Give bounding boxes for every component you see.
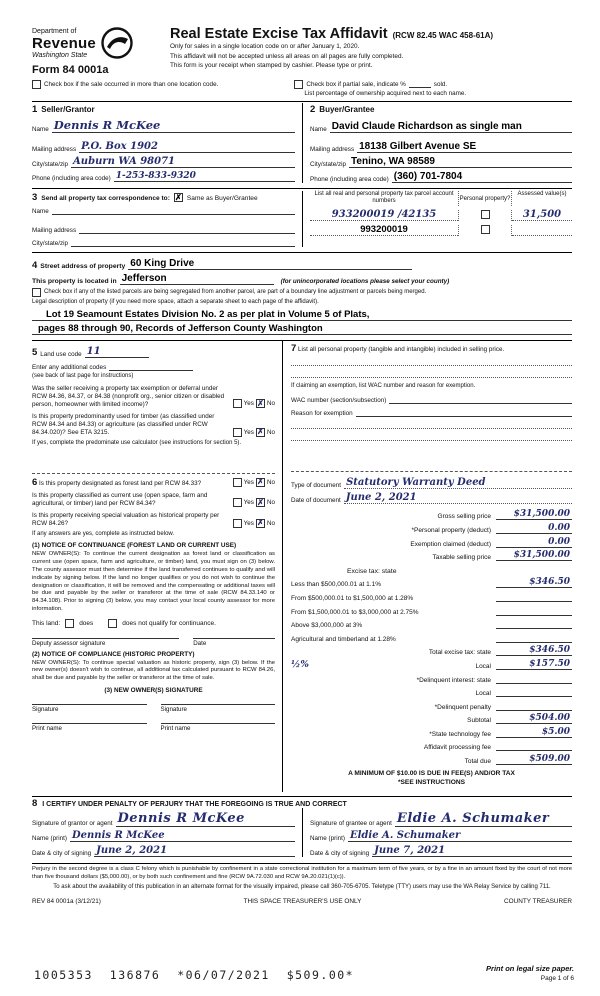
s5q2-yes-checkbox[interactable] — [233, 428, 242, 437]
tax-row-exemption-claimed — [291, 534, 572, 548]
delinquent-interest-local-label: Local — [475, 690, 491, 698]
personal-property-deduct-label: *Personal property (deduct) — [411, 526, 491, 534]
top-checkbox-row — [32, 80, 572, 97]
section-6-classification — [32, 473, 275, 732]
land-does-qualify-checkbox[interactable] — [65, 619, 74, 628]
seller-name-label: Name — [32, 125, 49, 133]
yes-label: Yes — [243, 499, 254, 507]
affidavit-processing-fee-value[interactable] — [496, 740, 572, 751]
land-use-code-label: Land use code — [40, 350, 82, 358]
deputy-assessor-signature-field[interactable] — [32, 637, 179, 639]
buyer-phone-label: Phone (including area code) — [310, 175, 389, 183]
additional-codes-field[interactable] — [109, 361, 193, 371]
personal-property-deduct-value[interactable]: 0.00 — [496, 523, 572, 534]
this-land-label: This land: — [32, 619, 61, 627]
form-number: Form 84 0001a — [32, 64, 109, 76]
grantor-signature-value[interactable]: Dennis R McKee — [117, 811, 245, 827]
buyer-phone-value[interactable]: (360) 701-7804 — [393, 170, 463, 182]
correspondence-name-field[interactable] — [52, 205, 295, 215]
state-technology-fee-label: *State technology fee — [429, 730, 491, 738]
deputy-date-label: Date — [193, 639, 207, 647]
seller-phone-value[interactable]: 1-253-833-9320 — [115, 170, 196, 181]
reason-exemption-label: Reason for exemption — [291, 409, 353, 417]
s5q1-yes-checkbox[interactable] — [233, 399, 242, 408]
if-yes-note: If any answers are yes, complete as instructed below. — [32, 530, 175, 537]
document-date-label: Date of document — [291, 496, 341, 504]
parcel-row-2 — [310, 221, 572, 236]
partial-sale-label: Check box if partial sale, indicate % — [306, 81, 406, 88]
header-note-1: Only for sales in a single location code on or after January 1, 2020. — [170, 43, 360, 50]
delinquent-interest-state-label: *Delinquent interest: state — [416, 676, 491, 684]
grantee-certification — [302, 808, 572, 857]
section-4-property — [32, 252, 572, 338]
print-name-label: Print name — [32, 725, 62, 733]
section-3-number: 3 — [32, 191, 38, 203]
new-owner-signature-2-field[interactable] — [161, 703, 276, 705]
personal-property-instruction: List all personal property (tangible and intangible) included in selling price. — [298, 345, 505, 353]
agricultural-timberland-label: Agricultural and timberland at 1.28% — [291, 635, 396, 643]
tax-row-taxable-selling-price — [291, 548, 572, 562]
rate-1.28-label: From $500,000.01 to $1,500,000 at 1.28% — [291, 594, 414, 602]
grantee-date-label: Date & city of signing — [310, 850, 370, 858]
page-number: Page 1 of 6 — [540, 975, 574, 982]
tax-row-total-due — [291, 751, 572, 765]
treasurer-stamp: 1005353 136876 *06/07/2021 $509.00* — [34, 968, 355, 982]
section-7-personal-property — [291, 344, 572, 466]
notice-compliance-heading: (2) NOTICE OF COMPLIANCE (HISTORIC PROPERTY) — [32, 650, 195, 658]
personal-property-column-header: Personal property? — [458, 191, 512, 206]
assessed-value-2-field[interactable] — [512, 235, 572, 236]
exemption-deferral-question: Was the seller receiving a property tax exemption or deferral under RCW 84.36, 84.37, or 84.38 (nonprofit org., senior citizen or disabled person, homeowner with limited income)? — [32, 384, 225, 408]
does-not-qualify-label: does not qualify for continuance. — [122, 619, 216, 627]
tax-row-delinquent-interest-state — [291, 670, 572, 684]
form-footer — [32, 863, 572, 905]
seller-phone-label: Phone (including area code) — [32, 174, 111, 182]
located-in-value[interactable]: Jefferson — [121, 273, 167, 284]
section-8-certification — [32, 796, 572, 862]
deputy-assessor-signature-label: Deputy assessor signature — [32, 639, 106, 647]
grantee-print-value[interactable]: Eldie A. Schumaker — [350, 830, 461, 842]
section-3-correspondence — [32, 191, 302, 248]
yes-label: Yes — [243, 428, 254, 436]
section-1-seller — [32, 103, 302, 183]
grantor-date-label: Date & city of signing — [32, 850, 92, 858]
section-8-number: 8 — [32, 797, 38, 809]
timber-agriculture-question: Is this property predominantly used for timber (as classified under RCW 84.34 and 84.33) or agriculture (as classified under RCW 84.34.020)? See ETA 3215. — [32, 413, 215, 437]
s6q3-no-checkbox[interactable]: ✗ — [257, 518, 264, 528]
grantor-print-value[interactable]: Dennis R McKee — [72, 830, 165, 842]
rate-2.75-label: From $1,500,000.01 to $3,000,000 at 2.75% — [291, 608, 419, 616]
alternate-format-notice: To ask about the availability of this publication in an alternate format for the visually impaired, please call 360-705-6705. Teletype (TTY) users may use the WA Relay Service by calling 711. — [53, 884, 551, 891]
total-due-label: Total due — [464, 758, 491, 766]
deputy-assessor-date-field[interactable] — [193, 637, 275, 639]
same-as-buyer-label: Same as Buyer/Grantee — [186, 194, 258, 202]
parcel-number-typed[interactable]: 993200019 — [310, 224, 458, 236]
no-label: No — [266, 519, 275, 527]
agricultural-timberland-value[interactable] — [496, 632, 572, 643]
multi-location-checkbox[interactable] — [32, 80, 41, 89]
land-does-not-qualify-checkbox[interactable] — [108, 619, 117, 628]
dor-wordmark — [32, 28, 96, 59]
located-in-label: This property is located in — [32, 278, 117, 285]
delinquent-interest-local-value[interactable] — [496, 686, 572, 697]
reason-exemption-extra-line-1[interactable] — [291, 417, 572, 429]
personal-property-checkbox-1[interactable] — [481, 210, 490, 219]
reason-exemption-field[interactable] — [356, 407, 572, 417]
s6q1-yes-checkbox[interactable] — [233, 478, 242, 487]
legal-paper-note: Print on legal size paper. — [486, 964, 574, 973]
grantor-print-label: Name (print) — [32, 835, 67, 843]
seller-name-value[interactable]: Dennis R McKee — [53, 117, 161, 132]
tax-row-excise-tax-state-header — [291, 561, 572, 575]
form-title-rcw: (RCW 82.45 WAC 458-61A) — [392, 31, 494, 40]
left-column — [32, 341, 282, 792]
gross-selling-price-label: Gross selling price — [437, 513, 491, 521]
does-label: does — [79, 619, 94, 627]
yes-label: Yes — [243, 478, 254, 486]
total-excise-local-label: Local — [475, 662, 491, 670]
predominate-use-note: If yes, complete the predominate use calculator (see instructions for section 5). — [32, 439, 242, 446]
section-5-land-use — [32, 346, 275, 468]
print-name-label: Print name — [160, 725, 191, 733]
no-label: No — [266, 400, 275, 408]
buyer-name-label: Name — [310, 125, 327, 133]
wac-number-field[interactable] — [389, 394, 572, 404]
grantor-date-value[interactable]: June 2, 2021 — [96, 845, 168, 857]
parcel-numbers-column-header: List all real and personal property tax parcel account numbers — [314, 190, 454, 204]
gross-selling-price-value[interactable]: $31,500.00 — [496, 509, 572, 520]
main-columns — [32, 340, 572, 792]
street-address-value[interactable]: 60 King Drive — [130, 258, 195, 269]
correspondence-heading: Send all property tax correspondence to: — [41, 194, 170, 202]
segregated-parcels-checkbox[interactable] — [32, 288, 41, 297]
state-technology-fee-value[interactable]: $5.00 — [496, 727, 572, 738]
buyer-name-value[interactable]: David Claude Richardson as single man — [331, 120, 522, 132]
signature-label: Signature — [160, 706, 187, 714]
tax-row-affidavit-processing-fee — [291, 738, 572, 752]
perjury-notice: Perjury in the second degree is a class C felony which is punishable by confinement in a state correctional institution for a maximum term of five years, or by a fine in an amount fixed by the court of not more than five thousand dollars ($5,000.00), or by both such confinement and fine (RCW 9A.72.030 and RCW 9A.20.021(1)(c)). — [32, 866, 572, 880]
no-label: No — [266, 428, 275, 436]
s5q2-no-checkbox[interactable]: ✗ — [257, 427, 264, 437]
parcel-number-handwritten[interactable]: 933200019 /42135 — [310, 209, 458, 221]
additional-codes-note: (see back of last page for instructions) — [32, 372, 134, 379]
unincorporated-note: (for unincorporated locations please select your county) — [280, 278, 450, 285]
notice-continuance-heading: (1) NOTICE OF CONTINUANCE (FOREST LAND OR CURRENT USE) — [32, 542, 237, 550]
document-block — [291, 471, 572, 504]
total-due-value[interactable]: $509.00 — [496, 754, 572, 765]
seller-city-label: City/state/zip — [32, 160, 69, 168]
grantor-certification — [32, 808, 302, 857]
yes-label: Yes — [243, 519, 254, 527]
legal-description-line2[interactable]: pages 88 through 90, Records of Jefferson County Washington — [38, 322, 323, 334]
minimum-due-note: A MINIMUM OF $10.00 IS DUE IN FEE(S) AND/OR TAX *SEE INSTRUCTIONS — [348, 770, 515, 787]
forest-land-question: Is this property designated as forest land per RCW 84.33? — [39, 479, 202, 487]
rev-number: REV 84 0001a (3/12/21) — [32, 897, 101, 905]
new-owner-signature-1-field[interactable] — [32, 703, 147, 705]
exemption-claimed-label: Exemption claimed (deduct) — [410, 540, 491, 548]
seller-mailing-value[interactable]: P.O. Box 1902 — [81, 140, 158, 152]
partial-sale-percent-field[interactable] — [409, 81, 431, 88]
buyer-mailing-label: Mailing address — [310, 145, 355, 153]
tax-row-gross-selling-price — [291, 507, 572, 521]
tax-row-total-excise-state — [291, 643, 572, 657]
assessed-value-column-header: Assessed value(s) — [517, 190, 567, 197]
tax-row-rate-2-75 — [291, 602, 572, 616]
tax-row-subtotal — [291, 711, 572, 725]
dept-line: Department of — [32, 27, 77, 35]
parcel-row-1 — [310, 206, 572, 221]
subtotal-label: Subtotal — [467, 717, 491, 725]
reason-exemption-extra-line-2[interactable] — [291, 429, 572, 441]
buyer-city-value[interactable]: Tenino, WA 98589 — [351, 155, 435, 167]
title-block — [170, 26, 572, 76]
buyer-heading: Buyer/Grantee — [319, 105, 375, 114]
partial-sale-sold-label: sold. — [433, 81, 448, 88]
tax-row-rate-1-1 — [291, 575, 572, 589]
personal-property-list-field-1[interactable] — [291, 354, 572, 366]
tax-computation — [291, 507, 572, 788]
total-excise-state-value[interactable]: $346.50 — [496, 645, 572, 656]
local-rate-handwritten-note[interactable]: ½% — [291, 659, 309, 670]
yes-label: Yes — [243, 400, 254, 408]
tax-row-delinquent-interest-local — [291, 684, 572, 698]
additional-codes-label: Enter any additional codes — [32, 363, 107, 371]
new-owner-print-1-field[interactable] — [32, 722, 147, 724]
legal-description-label: Legal description of property (if you need more space, attach a separate sheet to each page of the affidavit). — [32, 299, 319, 305]
header-note-2: This affidavit will not be accepted unless all areas on all pages are fully completed. — [170, 52, 404, 60]
tax-row-rate-3 — [291, 616, 572, 630]
correspondence-mailing-label: Mailing address — [32, 227, 77, 234]
new-owner-signature-heading: (3) NEW OWNER(S) SIGNATURE — [104, 687, 203, 695]
tax-row-state-technology-fee — [291, 724, 572, 738]
rate-2.75-value[interactable] — [496, 605, 572, 616]
header-note-3: This form is your receipt when stamped by cashier. Please type or print. — [170, 62, 373, 70]
treasurer-space-label: THIS SPACE TREASURER'S USE ONLY — [243, 897, 362, 905]
personal-property-list-field-2[interactable] — [291, 366, 572, 378]
seller-heading: Seller/Grantor — [41, 105, 95, 114]
new-owner-print-2-field[interactable] — [161, 722, 276, 724]
multi-location-label: Check box if the sale occurred in more than one location code. — [44, 81, 219, 88]
notice-compliance-text: NEW OWNER(S): To continue special valuation as historic property, sign (3) below. If the new owner(s) doesn't wish to continue, all additional tax calculated pursuant to RCW 84.26, shall be due and payable by the seller or transferor at the time of sale. — [32, 659, 275, 682]
assessed-value-1[interactable]: 31,500 — [512, 209, 572, 221]
state-line: Washington State — [32, 51, 88, 59]
same-as-buyer-checkbox[interactable]: ✗ — [175, 192, 182, 202]
form-header — [32, 26, 572, 76]
delinquent-interest-state-value[interactable] — [496, 673, 572, 684]
county-treasurer-label: COUNTY TREASURER — [504, 897, 572, 905]
rate-3-value[interactable] — [496, 618, 572, 629]
certification-statement: I CERTIFY UNDER PENALTY OF PERJURY THAT THE FOREGOING IS TRUE AND CORRECT — [42, 800, 347, 808]
subtotal-value[interactable]: $504.00 — [496, 713, 572, 724]
section-4-number: 4 — [32, 259, 38, 271]
signature-label: Signature — [32, 706, 59, 714]
tax-row-agricultural-timberland — [291, 629, 572, 643]
no-label: No — [266, 499, 275, 507]
parcel-table — [302, 191, 572, 248]
personal-property-checkbox-2[interactable] — [481, 225, 490, 234]
legal-description-line1[interactable]: Lot 19 Seamount Estates Division No. 2 as per plat in Volume 5 of Plats, — [46, 308, 370, 320]
tax-row-personal-property-deduct — [291, 520, 572, 534]
notice-continuance-text: NEW OWNER(S): To continue the current designation as forest land or classification as current use (open space, farm and agriculture, or timber) land, you must sign on (3) below. The county assessor must then determine if the land transferred continues to qualify and will indicate by signing below. If the land no longer qualifies or you do not wish to continue the designation or classification, it will be removed and the compensating or additional taxes will be due and payable by the seller or transferor at the time of sale (RCW 84.33.140 or 84.34.108). Prior to signing (3) below, you may contact your local county assessor for more information. — [32, 551, 275, 612]
right-column — [282, 341, 572, 792]
ownership-percentage-note: List percentage of ownership acquired next to each name. — [304, 90, 467, 97]
section-1-number: 1 — [32, 104, 38, 115]
seller-buyer-sections — [32, 101, 572, 186]
affidavit-processing-fee-label: Affidavit processing fee — [423, 744, 491, 752]
historical-property-question: Is this property receiving special valuation as historical property per RCW 84.26? — [32, 512, 220, 528]
seller-mailing-label: Mailing address — [32, 145, 77, 153]
no-label: No — [266, 478, 275, 486]
segregated-parcels-label: Check box if any of the listed parcels are being segregated from another parcel, are part of a boundary line adjustment or parcels being merged. — [44, 288, 427, 295]
seller-city-value[interactable]: Auburn WA 98071 — [73, 155, 175, 167]
correspondence-city-label: City/state/zip — [32, 240, 69, 247]
agency-name: Revenue — [32, 34, 96, 52]
grantee-signature-label: Signature of grantee or agent — [310, 820, 392, 828]
grantee-print-label: Name (print) — [310, 835, 345, 843]
rate-1.1-value[interactable]: $346.50 — [496, 577, 572, 588]
tax-row-delinquent-penalty — [291, 697, 572, 711]
buyer-mailing-value[interactable]: 18138 Gilbert Avenue SE — [359, 140, 477, 152]
delinquent-penalty-value[interactable] — [496, 700, 572, 711]
grantee-signature-value[interactable]: Eldie A. Schumaker — [396, 811, 550, 827]
correspondence-city-field[interactable] — [71, 237, 295, 247]
parcel-table-header — [310, 191, 572, 206]
s5q1-no-checkbox[interactable]: ✗ — [257, 398, 264, 408]
tax-row-total-excise-local — [291, 656, 572, 670]
document-type-label: Type of document — [291, 481, 342, 489]
exemption-instruction: If claiming an exemption, list WAC number and reason for exemption. — [291, 382, 476, 389]
taxable-selling-price-label: Taxable selling price — [432, 554, 491, 562]
section-2-buyer — [302, 103, 572, 183]
tax-row-rate-1-28 — [291, 588, 572, 602]
section-6-number: 6 — [32, 476, 38, 488]
section-3 — [32, 188, 572, 251]
excise-tax-state-header-label: Excise tax: state — [347, 567, 397, 575]
form-title: Real Estate Excise Tax Affidavit — [170, 26, 388, 42]
correspondence-name-label: Name — [32, 208, 49, 215]
s6q1-no-checkbox[interactable]: ✗ — [257, 477, 264, 487]
total-excise-state-label: Total excise tax: state — [428, 649, 491, 657]
partial-sale-checkbox[interactable] — [294, 80, 303, 89]
s6q3-yes-checkbox[interactable] — [233, 519, 242, 528]
total-excise-local-value[interactable]: $157.50 — [496, 659, 572, 670]
document-type-value[interactable]: Statutory Warranty Deed — [346, 476, 486, 488]
revenue-logo-icon — [100, 26, 134, 60]
current-use-question: Is this property classified as current use (open space, farm and agricultural, or timber) land per RCW 84.34? — [32, 491, 208, 508]
wac-number-label: WAC number (section/subsection) — [291, 396, 387, 404]
section-2-number: 2 — [310, 104, 316, 115]
grantee-date-value[interactable]: June 7, 2021 — [374, 845, 446, 857]
exemption-claimed-value[interactable]: 0.00 — [496, 537, 572, 548]
delinquent-penalty-label: *Delinquent penalty — [434, 703, 491, 711]
rate-3-label: Above $3,000,000 at 3% — [291, 622, 363, 630]
rate-1.28-value[interactable] — [496, 591, 572, 602]
grantor-signature-label: Signature of grantor or agent — [32, 820, 113, 828]
section-7-number: 7 — [291, 342, 297, 354]
document-date-value[interactable]: June 2, 2021 — [345, 491, 417, 503]
land-use-code-value[interactable]: 11 — [86, 345, 101, 357]
rate-1.1-label: Less than $500,000.01 at 1.1% — [291, 581, 381, 589]
bottom-stamp-row — [34, 964, 574, 982]
taxable-selling-price-value[interactable]: $31,500.00 — [496, 550, 572, 561]
dor-logo-block — [32, 26, 160, 76]
buyer-city-label: City/state/zip — [310, 160, 347, 168]
street-address-label: Street address of property — [40, 263, 126, 270]
correspondence-mailing-field[interactable] — [79, 224, 295, 234]
section-5-number: 5 — [32, 347, 38, 359]
s6q2-yes-checkbox[interactable] — [233, 498, 242, 507]
s6q2-no-checkbox[interactable]: ✗ — [257, 497, 264, 507]
